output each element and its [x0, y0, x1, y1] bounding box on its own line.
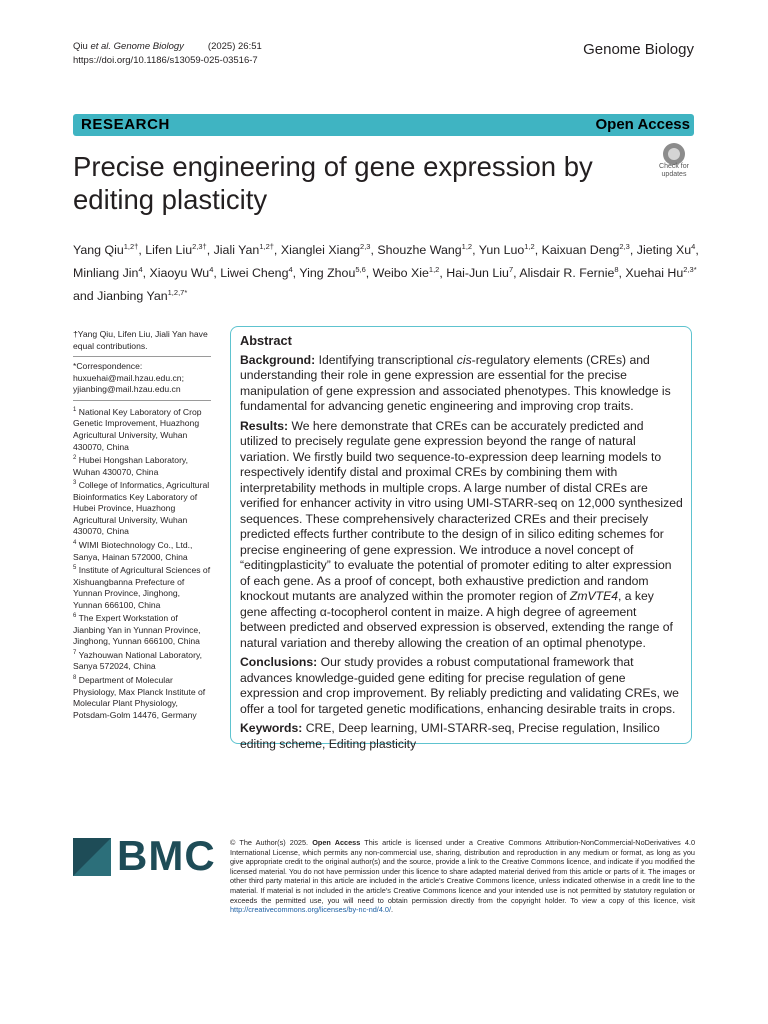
- abstract-keywords: Keywords: CRE, Deep learning, UMI-STARR-seq, Precise regulation, Insilico editing scheme, Editing plasticity: [240, 721, 660, 751]
- citation-etal: et al. Genome Biology: [90, 41, 184, 52]
- license-statement: © The Author(s) 2025. Open Access This article is licensed under a Creative Commons Attribution-NonCommercial-NoDerivatives 4.0 International License, which permits any non-commercial use, sharing, distribution and reproduction in any medium or format, as long as you give appropriate credit to the original author(s) and the source, provide a link to the Creative Commons licence, and indicate if you modified the licensed material. You do not have permission under this licence to share adapted material derived from this article or parts of it. The images or other third party material in this article are included in the article’s Creative Commons licence, unless indicated otherwise in a credit line to the material. If material is not included in the article’s Creative Commons licence and your intended use is not permitted by statutory regulation or exceeds the permitted use, you will need to obtain permission directly from the copyright holder. To view a copy of this licence, visit http://creativecommons.org/licenses/by-nc-nd/4.0/.: [230, 838, 695, 915]
- author-name: Hai-Jun Liu: [446, 266, 509, 281]
- check-updates-text: Check for updates: [659, 163, 689, 178]
- author-affiliation-mark: 1,2†: [123, 242, 139, 251]
- abstract-heading: Abstract: [240, 333, 292, 348]
- author-name: Xuehai Hu: [625, 266, 684, 281]
- divider: [73, 400, 211, 401]
- abstract-background: Background: Identifying transcriptional cis-regulatory elements (CREs) and understanding their role in gene expression are essential for the precise manipulation of gene expression and associated phenotypes. This knowledge is fundamental for advancing genetic engineering and improving crop traits.: [240, 352, 671, 413]
- author-affiliation-mark: 2,3: [360, 242, 371, 251]
- affiliation-item: $^5$ Institute of Agricultural Sciences of Xishuangbanna Prefecture of Yunnan Province, Jinghong, Yunnan 666100, China: [73, 564, 211, 610]
- open-access-label: Open Access: [595, 116, 690, 133]
- doi-link[interactable]: https://doi.org/10.1186/s13059-025-03516-7: [73, 54, 258, 66]
- author-name: Jianbing Yan: [97, 289, 168, 304]
- author-name: Jiali Yan: [213, 243, 260, 258]
- author-affiliation-mark: 1,2: [524, 242, 535, 251]
- citation: Qiu et al. Genome Biology (2025) 26:51: [73, 41, 262, 52]
- author-name: Shouzhe Wang: [377, 243, 462, 258]
- affiliation-item: $^2$ Hubei Hongshan Laboratory, Wuhan 430070, China: [73, 455, 188, 477]
- affiliation-list: [73, 405, 211, 721]
- check-for-updates-badge[interactable]: [655, 143, 693, 179]
- author-name: Xiaoyu Wu: [149, 266, 210, 281]
- author-name: Alisdair R. Fernie: [519, 266, 615, 281]
- check-updates-icon: [663, 143, 685, 165]
- bmc-logo: [73, 832, 216, 879]
- author-name: Jieting Xu: [636, 243, 692, 258]
- article-type-band: [73, 114, 694, 136]
- author-name: Lifen Liu: [145, 243, 193, 258]
- author-affiliation-mark: 5,6: [355, 265, 366, 275]
- author-affiliation-mark: 2,3: [619, 242, 630, 251]
- author-name: Kaixuan Deng: [541, 243, 620, 258]
- journal-name: Genome Biology: [583, 41, 694, 58]
- author-affiliation-mark: 1,2,7*: [167, 288, 188, 298]
- correspondence-label: *Correspondence:: [73, 361, 143, 372]
- author-name: Weibo Xie: [372, 266, 429, 281]
- affiliation-item: $^1$ National Key Laboratory of Crop Genetic Improvement, Huazhong Agricultural University, Wuhan 430070, China: [73, 406, 202, 452]
- article-title: Precise engineering of gene expression by editing plasticity: [73, 151, 593, 215]
- author-affiliation-mark: 4: [138, 265, 143, 275]
- author-name: Xianglei Xiang: [280, 243, 361, 258]
- running-header: [73, 40, 262, 67]
- author-name: Liwei Cheng: [220, 266, 289, 281]
- author-list: Yang Qiu$^{1,2\dagger}$, Lifen Liu$^{2,3\dagger}$, Jiali Yan$^{1,2\dagger}$, Xianglei Xiang$^{2,3}$, Shouzhe Wang$^{1,2}$, Yun Luo$^{1,2}$, Kaixuan Deng$^{2,3}$, Jieting Xu$^4$, Minliang Jin$^4$, Xiaoyu Wu$^4$, Liwei Cheng$^4$, Ying Zhou$^{5,6}$, Weibo Xie$^{1,2}$, Hai-Jun Liu$^7$, Alisdair R. Fernie$^8$, Xuehai $Hu^{2,3*}$ and Jianbing Yan$^{1,2,7*}$: [73, 242, 699, 304]
- author-affiliation-mark: 4: [691, 242, 696, 251]
- bmc-logo-icon: [73, 838, 111, 876]
- article-type: RESEARCH: [81, 116, 170, 133]
- affiliation-item: $^6$ The Expert Workstation of Jianbing Yan in Yunnan Province, Jinghong, Yunnan 666100, China: [73, 613, 201, 647]
- author-affiliation-mark: 1,2: [428, 265, 440, 275]
- author-affiliation-mark: 1,2†: [259, 242, 274, 251]
- abstract-box: [230, 326, 692, 751]
- abstract-results: Results: We here demonstrate that CREs can be accurately predicted and utilized to precisely regulate gene expression beyond the range of natural variation. We firstly build two sequence-to-expression deep learning models to respectively identify distal and proximal CREs by combining them with interpretability methods in multiple crops. A large number of distal CREs are verified for enhancer activity in vitro using UMI-STARR-seq on 12,000 synthesized sequences. These comprehensively characterized CREs and their precisely predicted effects further contribute to the design of in silico editing schemes for precise engineering of gene expression. We introduce a novel concept of “editingplasticity” to evaluate the potential of promoter editing to alter expression of each gene. As a proof of concept, both exhaustive prediction and random knockout mutants are analyzed within the promoter region of ZmVTE4, a key gene affecting α-tocopherol content in maize. A high degree of agreement between predicted and observed expression is observed, extending the range of natural variation and thereby allowing the creation of an optimal phenotype.: [240, 418, 683, 650]
- author-affiliation-mark: 2,3†: [192, 242, 207, 251]
- license-link[interactable]: http://creativecommons.org/licenses/by-nc-nd/4.0/: [230, 905, 392, 915]
- open-access-bold: Open Access: [312, 838, 361, 847]
- author-affiliation-mark: 2,3*: [683, 265, 697, 275]
- author-affiliation-mark: 7: [508, 265, 514, 275]
- author-affiliation-mark: 4: [288, 265, 293, 275]
- bmc-logo-text: BMC: [117, 832, 216, 879]
- equal-contribution-note: †Yang Qiu, Lifen Liu, Jiali Yan have equal contributions.: [73, 329, 208, 351]
- email-link[interactable]: yjianbing@mail.hzau.edu.cn: [73, 384, 181, 395]
- affiliation-item: $^7$ Yazhouwan National Laboratory, Sanya 572024, China: [73, 649, 202, 672]
- email-link[interactable]: huxuehai@mail.hzau.edu.cn;: [73, 372, 184, 383]
- author-affiliation-mark: 4: [209, 265, 214, 275]
- abstract-conclusions: Conclusions: Our study provides a robust computational framework that advances knowledge-guided gene editing for precise regulation of gene expression and crop improvement. By reliably predicting and validating CREs, we offer a tool for targeted genetic modifications, enhancing desirable traits in crops.: [240, 655, 679, 716]
- author-affiliation-mark: 8: [614, 265, 619, 275]
- affiliation-item: $^3$ College of Informatics, Agricultural Bioinformatics Key Laboratory of Hubei Province, Huazhong Agricultural University, Wuhan 430070, China: [73, 480, 210, 537]
- affiliation-item: $^8$ Department of Molecular Physiology, Max Planck Institute of Molecular Plant Physiology, Potsdam-Golm 14476, Germany: [73, 674, 206, 720]
- author-name: Ying Zhou: [299, 266, 356, 281]
- affiliation-item: $^4$ WIMI Biotechnology Co., Ltd., Sanya, Hainan 572000, China: [73, 539, 193, 562]
- divider: [73, 356, 211, 357]
- author-name: Yang Qiu: [73, 243, 124, 258]
- citation-year: (2025) 26:51: [207, 41, 262, 52]
- author-name: Minliang Jin: [73, 266, 139, 281]
- author-name: Yun Luo: [478, 243, 525, 258]
- sidebar-notes: [73, 329, 211, 721]
- author-affiliation-mark: 1,2: [461, 242, 473, 251]
